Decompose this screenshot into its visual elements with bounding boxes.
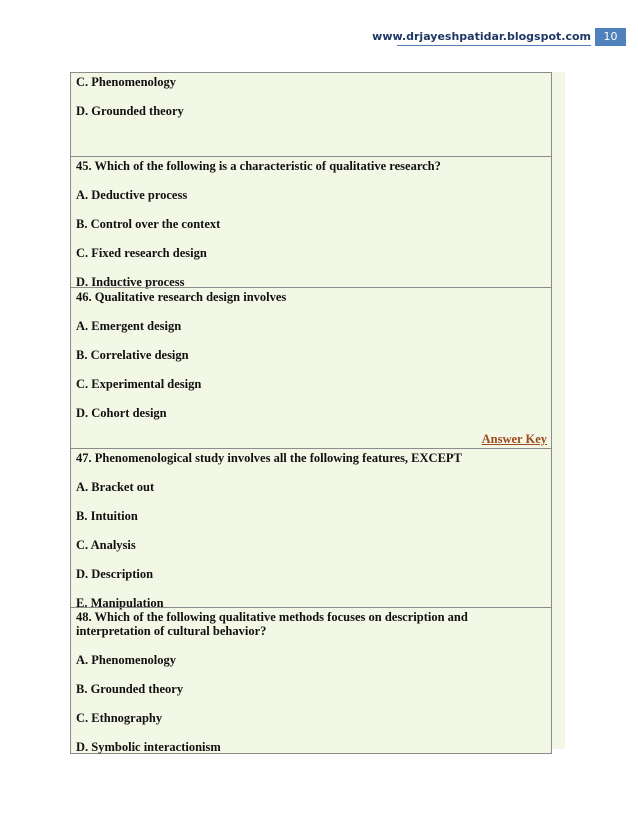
question-cell-44-tail — [71, 73, 551, 156]
option: D. Cohort design — [76, 406, 167, 420]
option: B. Correlative design — [76, 348, 189, 362]
option: C. Ethnography — [76, 711, 163, 725]
question-text: interpretation of cultural behavior? — [76, 624, 267, 638]
header-rule — [397, 45, 591, 46]
option: C. Fixed research design — [76, 246, 207, 260]
option: B. Intuition — [76, 509, 138, 523]
site-url[interactable]: www.drjayeshpatidar.blogspot.com — [372, 30, 591, 43]
option: A. Deductive process — [76, 188, 188, 202]
option: C. Experimental design — [76, 377, 202, 391]
page-header — [0, 28, 638, 48]
question-cell-45 — [71, 156, 551, 287]
option: A. Phenomenology — [76, 653, 176, 667]
option: D. Grounded theory — [76, 104, 184, 118]
question-text: 46. Qualitative research design involves — [76, 290, 287, 304]
option: A. Bracket out — [76, 480, 155, 494]
option: D. Description — [76, 567, 154, 581]
question-text: 48. Which of the following qualitative methods focuses on description and — [76, 610, 468, 624]
question-cell-46 — [71, 287, 551, 448]
question-text: 47. Phenomenological study involves all the following features, EXCEPT — [76, 451, 462, 465]
option: D. Symbolic interactionism — [76, 740, 221, 754]
page-number: 10 — [595, 28, 626, 46]
option: C. Analysis — [76, 538, 136, 552]
question-cell-48 — [71, 607, 551, 753]
table-side-shading — [551, 72, 565, 749]
option: A. Emergent design — [76, 319, 182, 333]
option: B. Grounded theory — [76, 682, 184, 696]
option: C. Phenomenology — [76, 75, 176, 89]
option: B. Control over the context — [76, 217, 221, 231]
option: D. Inductive process — [76, 275, 185, 289]
option: E. Manipulation — [76, 596, 164, 610]
answer-key-link[interactable]: Answer Key — [481, 432, 547, 446]
question-cell-47 — [71, 448, 551, 610]
question-text: 45. Which of the following is a characteristic of qualitative research? — [76, 159, 441, 173]
question-table — [70, 72, 552, 754]
